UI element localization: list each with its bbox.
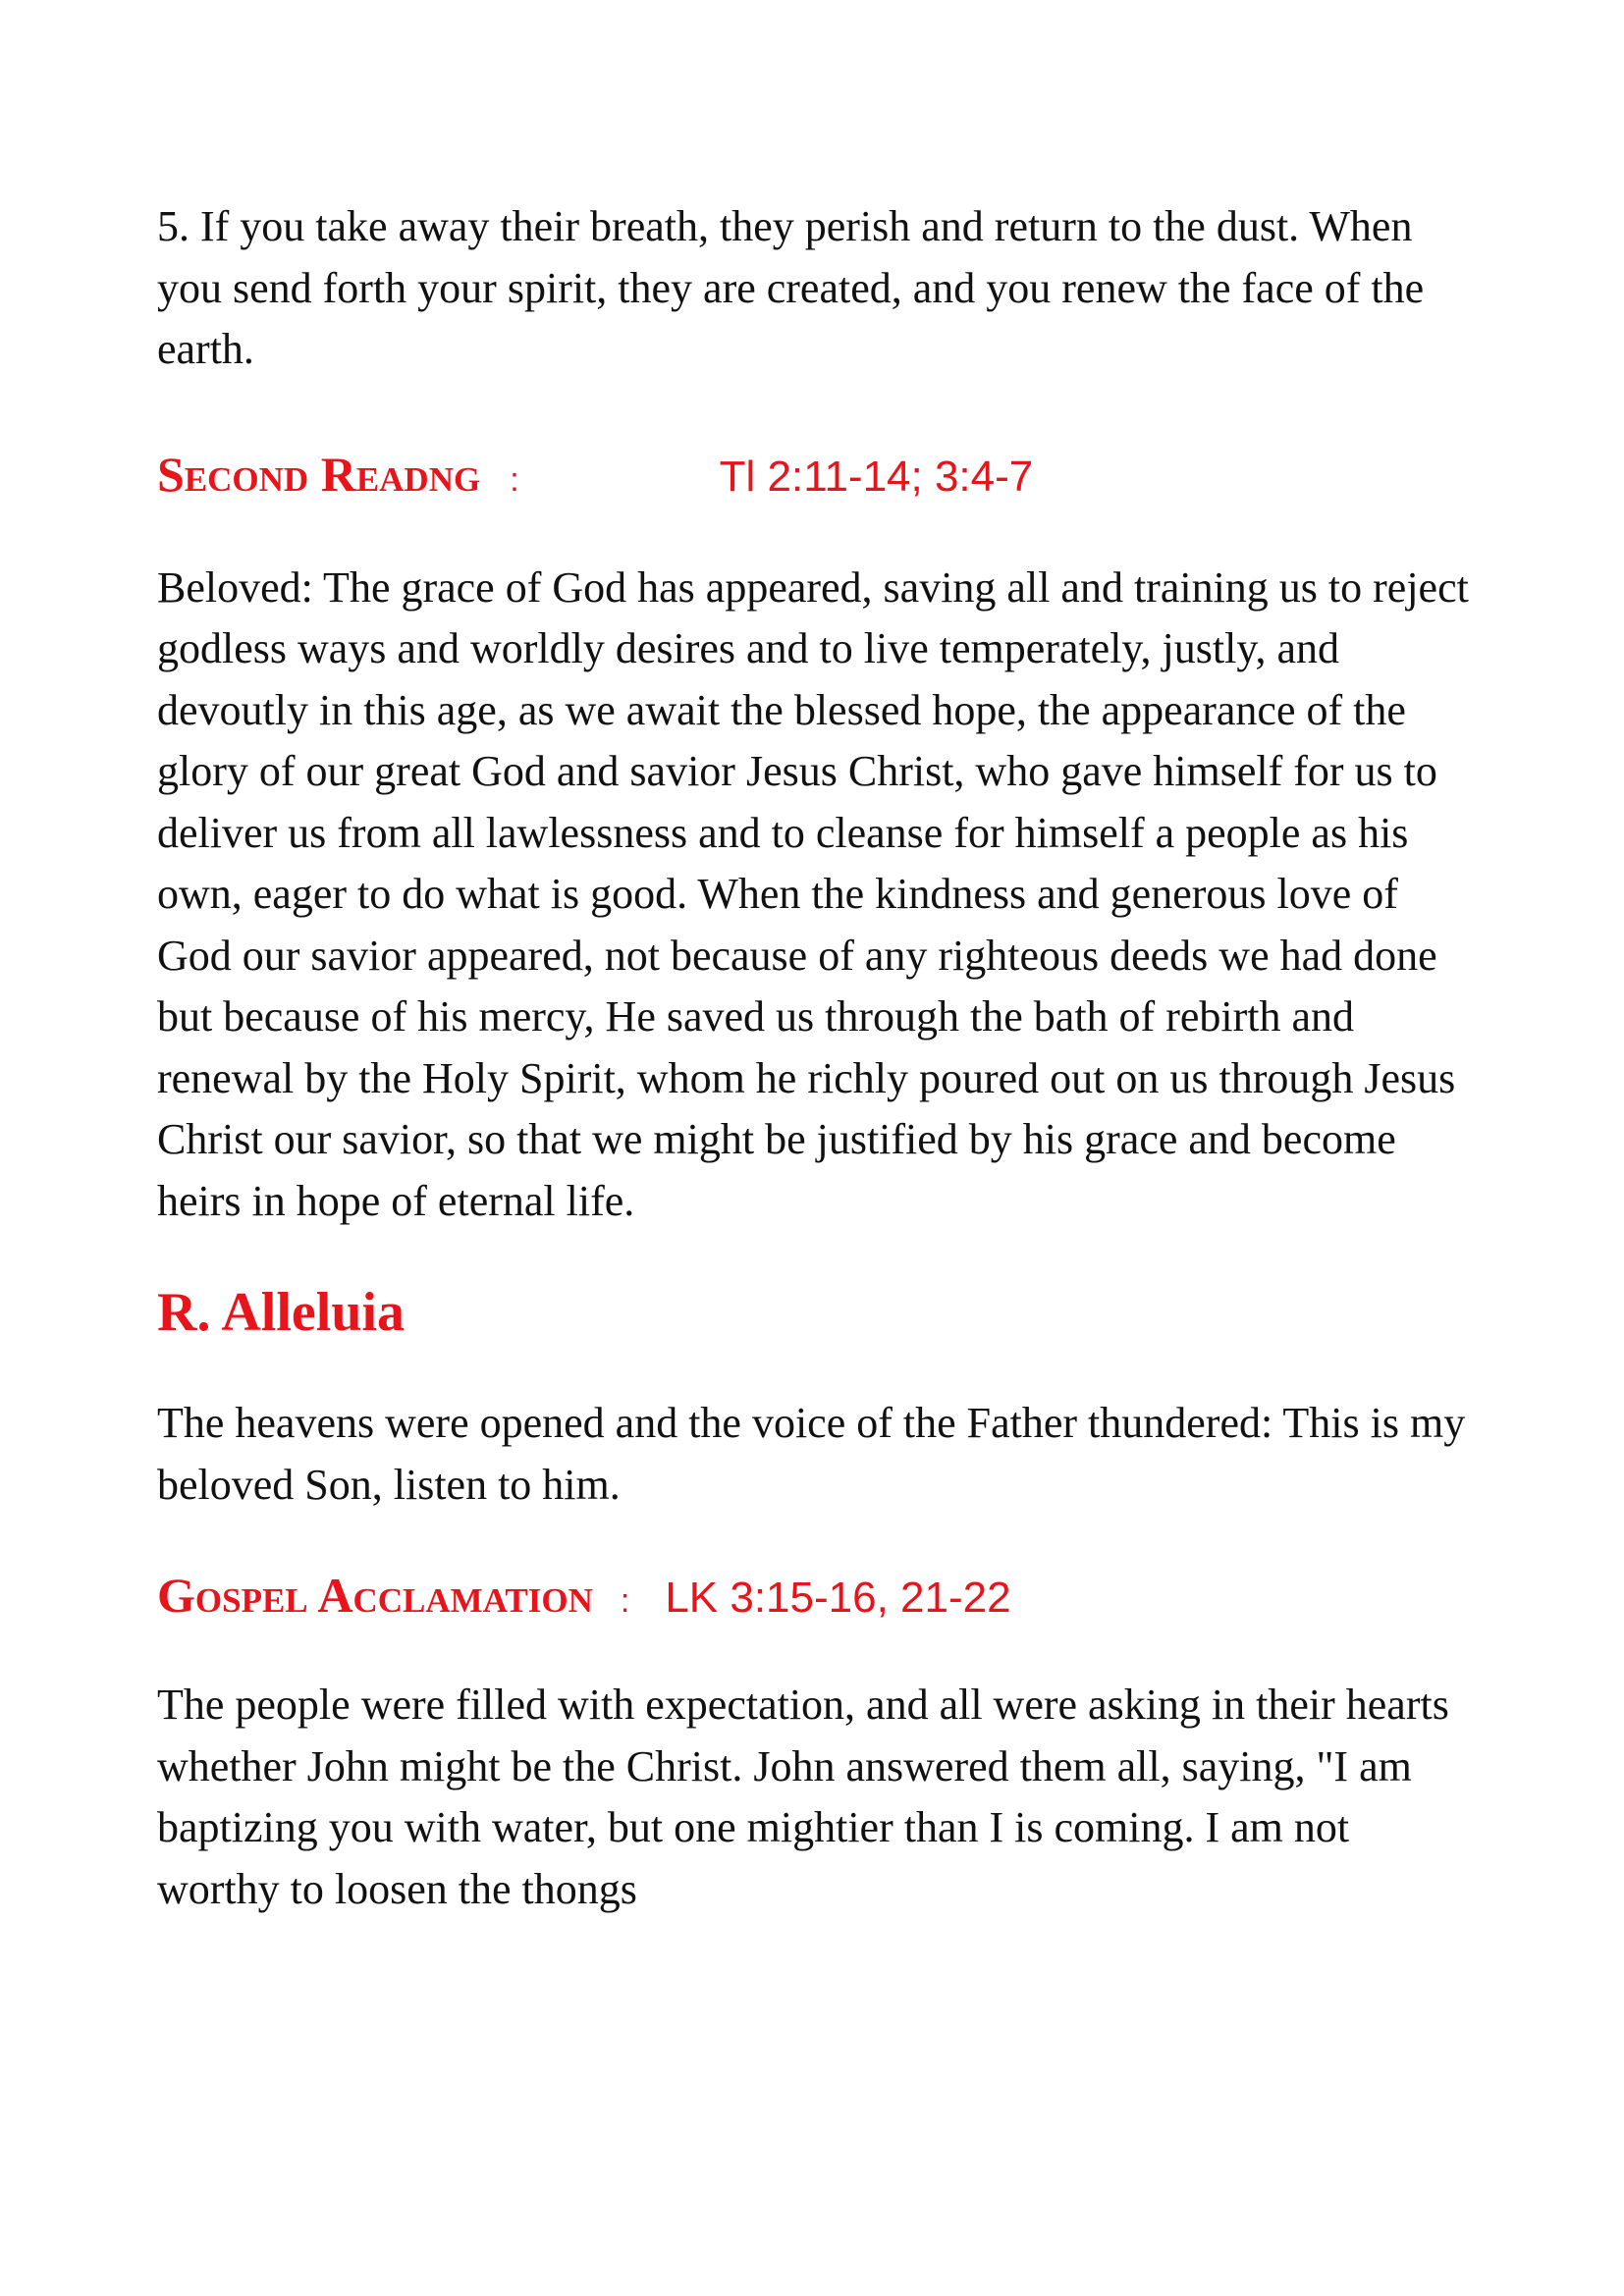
alleluia-heading: R. Alleluia — [157, 1282, 406, 1343]
second-reading-paragraph: Beloved: The grace of God has appeared, saving all and training us to reject godless ways and worldly desires and to live temperately, justly, and devoutly in this age, as we await the blessed hope, the appearance of the glory of our great God and savior Jesus Christ, who gave himself for us to deliver us from all lawlessness and to cleanse for himself a people as his own, eager to do what is good. When the kindness and generous love of God our savior appeared, not because of any righteous deeds we had done but because of his mercy, He saved us through the bath of rebirth and renewal by the Holy Spirit, whom he richly poured out on us through Jesus Christ our savior, so that we might be justified by his grace and become heirs in hope of eternal life. — [157, 562, 1469, 1225]
gospel-colon: : — [620, 1582, 630, 1620]
second-reading-reference: Tl 2:11-14; 3:4-7 — [719, 452, 1034, 501]
alleluia-verse-paragraph: The heavens were opened and the voice of the Father thundered: This is my beloved Son, listen to him. — [157, 1399, 1466, 1509]
gospel-paragraph: The people were filled with expectation, and all were asking in their hearts whether John might be the Christ. John answered them all, saying, "I am baptizing you with water, but one mightier than I is coming. I am not worthy to loosen the thongs — [157, 1681, 1449, 1913]
document-content — [157, 196, 1473, 1920]
gospel-heading — [157, 1567, 1473, 1624]
second-reading-colon: : — [510, 460, 519, 499]
second-reading-heading — [157, 446, 1473, 503]
gospel-title: Gospel Acclamation — [157, 1568, 593, 1623]
second-reading-title: Second Readng — [157, 446, 481, 502]
gospel-reference: LK 3:15-16, 21-22 — [665, 1574, 1011, 1622]
psalm-verse-paragraph: 5. If you take away their breath, they perish and return to the dust. When you send forth your spirit, they are created, and you renew the face of the earth. — [157, 202, 1425, 373]
